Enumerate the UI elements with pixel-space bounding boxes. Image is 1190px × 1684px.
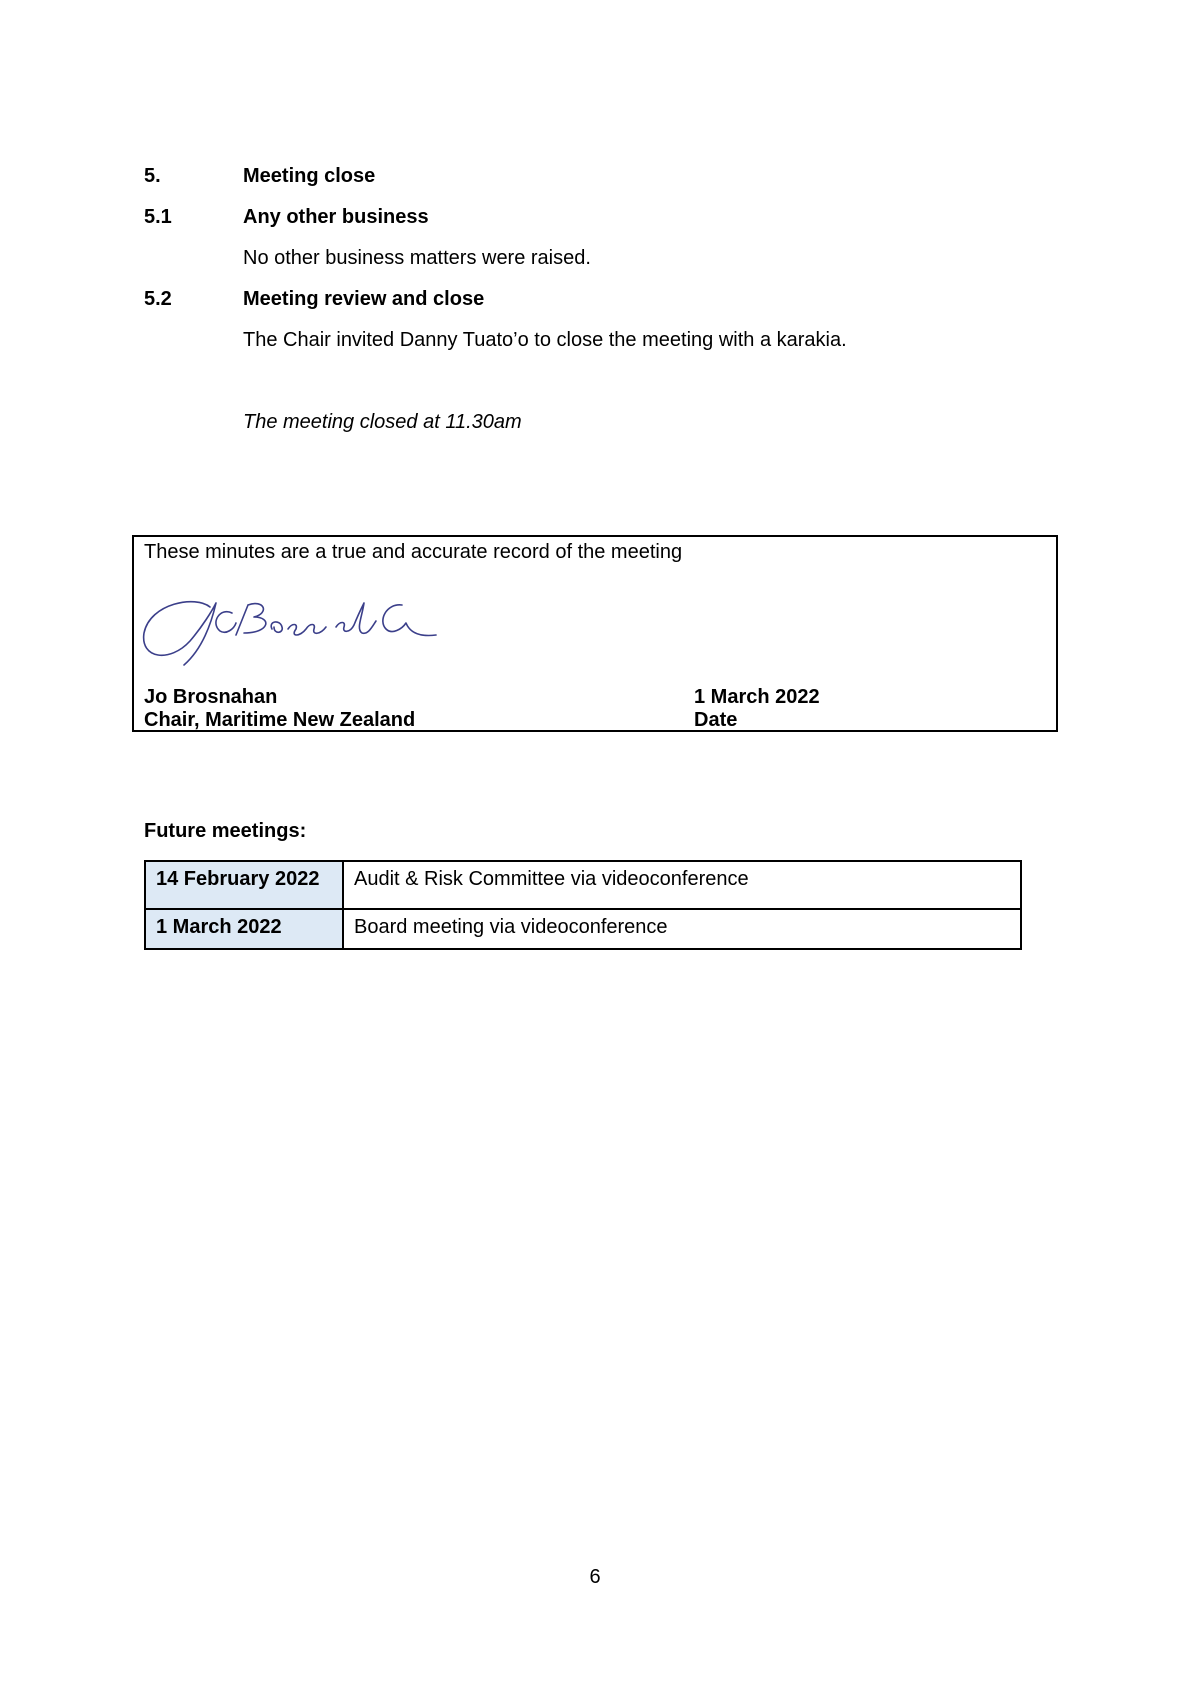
item-number-5-1: 5.1 (144, 206, 172, 228)
item-number-5-2: 5.2 (144, 288, 172, 310)
meeting-date: 14 February 2022 (145, 861, 343, 909)
future-meetings-title: Future meetings: (144, 820, 307, 842)
table-row (145, 861, 1021, 909)
section-title: Meeting close (243, 165, 376, 187)
page-number: 6 (589, 1566, 601, 1588)
meeting-description: Board meeting via videoconference (343, 909, 1021, 949)
section-number: 5. (144, 165, 161, 187)
signer-name: Jo Brosnahan (144, 686, 278, 708)
meeting-description: Audit & Risk Committee via videoconference (343, 861, 1021, 909)
signature-image (140, 593, 440, 673)
future-meetings-table (144, 860, 1022, 950)
meeting-date: 1 March 2022 (145, 909, 343, 949)
certification-box (132, 535, 1058, 732)
item-title-5-1: Any other business (243, 206, 429, 228)
item-text-5-1: No other business matters were raised. (243, 247, 591, 269)
date-label: Date (694, 709, 738, 731)
item-title-5-2: Meeting review and close (243, 288, 485, 310)
closing-note: The meeting closed at 11.30am (243, 411, 522, 433)
item-text-5-2: The Chair invited Danny Tuato’o to close the meeting with a karakia. (243, 329, 847, 351)
table-row (145, 909, 1021, 949)
signature-date: 1 March 2022 (694, 686, 820, 708)
signer-title: Chair, Maritime New Zealand (144, 709, 416, 731)
certification-statement: These minutes are a true and accurate record of the meeting (144, 541, 683, 563)
